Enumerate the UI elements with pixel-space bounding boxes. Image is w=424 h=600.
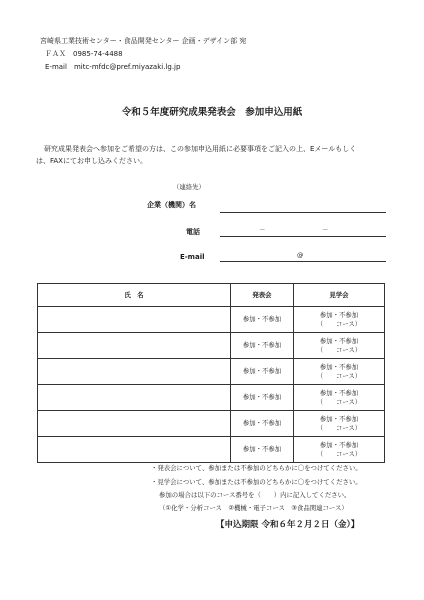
phone-separator-1: － bbox=[259, 226, 266, 234]
tour-cell[interactable] bbox=[294, 307, 385, 333]
header-presentation: 発表会 bbox=[231, 284, 294, 307]
table-row bbox=[38, 307, 385, 333]
attendee-table bbox=[37, 283, 385, 463]
email-label: E-mail bbox=[180, 253, 205, 261]
tour-option: 参加・不参加 bbox=[319, 441, 359, 450]
tour-option: 参加・不参加 bbox=[319, 363, 359, 372]
phone-separator-2: － bbox=[322, 226, 329, 234]
name-cell[interactable] bbox=[38, 411, 231, 437]
tour-cell[interactable] bbox=[294, 359, 385, 385]
note-tour: ・見学会について、参加または不参加のどちらかに〇をつけてください。 bbox=[151, 478, 362, 486]
company-label: 企業（機関）名 bbox=[147, 201, 196, 209]
course-field: （ コース） bbox=[316, 319, 362, 328]
email-input-line[interactable] bbox=[220, 261, 386, 262]
course-field: （ コース） bbox=[316, 397, 362, 406]
table-row bbox=[38, 333, 385, 359]
tour-option: 参加・不参加 bbox=[319, 389, 359, 398]
intro-line-1: 研究成果発表会へ参加をご希望の方は、この参加申込用紙に必要事項をご記入の上、Eメールもしく bbox=[44, 145, 357, 153]
email-at-sign: @ bbox=[297, 251, 304, 259]
contact-heading: （連絡先） bbox=[173, 183, 205, 191]
fax-number: ＦＡＸ 0985-74-4488 bbox=[45, 50, 123, 58]
tour-cell[interactable] bbox=[294, 333, 385, 359]
name-cell[interactable] bbox=[38, 437, 231, 463]
presentation-cell[interactable]: 参加・不参加 bbox=[231, 437, 294, 463]
tour-cell[interactable] bbox=[294, 437, 385, 463]
presentation-cell[interactable]: 参加・不参加 bbox=[231, 411, 294, 437]
name-cell[interactable] bbox=[38, 307, 231, 333]
header-name: 氏 名 bbox=[38, 284, 231, 307]
intro-line-2: は、FAXにてお申し込みください。 bbox=[36, 157, 147, 165]
course-field: （ コース） bbox=[316, 423, 362, 432]
course-field: （ コース） bbox=[316, 449, 362, 458]
name-cell[interactable] bbox=[38, 385, 231, 411]
header-tour: 見学会 bbox=[294, 284, 385, 307]
table-row bbox=[38, 411, 385, 437]
tour-cell[interactable] bbox=[294, 411, 385, 437]
presentation-cell[interactable]: 参加・不参加 bbox=[231, 359, 294, 385]
table-header-row bbox=[38, 284, 385, 307]
tour-option: 参加・不参加 bbox=[319, 311, 359, 320]
presentation-cell[interactable]: 参加・不参加 bbox=[231, 307, 294, 333]
recipient-org: 宮崎県工業技術センター・食品開発センター 企画・デザイン部 宛 bbox=[40, 37, 247, 45]
form-title: 令和５年度研究成果発表会 参加申込用紙 bbox=[121, 107, 303, 118]
presentation-cell[interactable]: 参加・不参加 bbox=[231, 333, 294, 359]
course-field: （ コース） bbox=[316, 345, 362, 354]
name-cell[interactable] bbox=[38, 359, 231, 385]
course-field: （ コース） bbox=[316, 371, 362, 380]
tour-cell[interactable] bbox=[294, 385, 385, 411]
presentation-cell[interactable]: 参加・不参加 bbox=[231, 385, 294, 411]
email-address: E-mail mitc-mfdc@pref.miyazaki.lg.jp bbox=[45, 63, 181, 71]
tour-option: 参加・不参加 bbox=[319, 337, 359, 346]
note-course-instruction: 参加の場合は以下のコース番号を（ ）内に記入してください。 bbox=[159, 491, 351, 499]
name-cell[interactable] bbox=[38, 333, 231, 359]
note-presentation: ・発表会について、参加または不参加のどちらかに〇をつけてください。 bbox=[151, 464, 362, 472]
table-row bbox=[38, 437, 385, 463]
note-course-list: （①化学・分析コース ②機械・電子コース ③食品関連コース） bbox=[159, 504, 348, 512]
phone-label: 電話 bbox=[186, 228, 200, 236]
tour-option: 参加・不参加 bbox=[319, 415, 359, 424]
phone-input-line[interactable] bbox=[220, 236, 386, 237]
deadline: 【申込期限 令和６年２月２日（金）】 bbox=[216, 520, 360, 530]
table-row bbox=[38, 359, 385, 385]
company-input-line[interactable] bbox=[220, 212, 386, 213]
table-row bbox=[38, 385, 385, 411]
